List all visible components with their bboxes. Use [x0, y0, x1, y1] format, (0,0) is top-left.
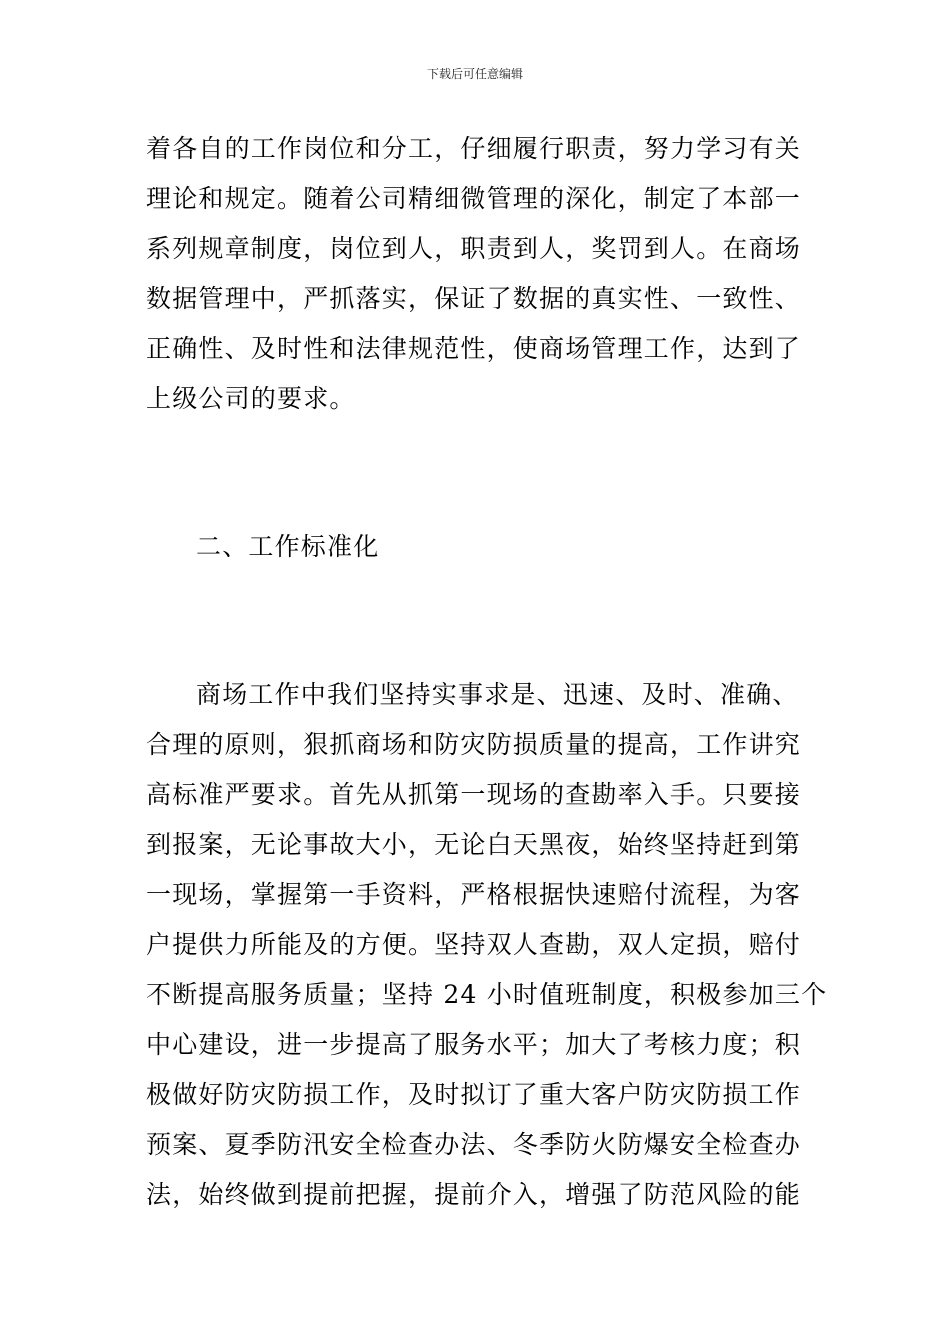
- paragraph-line: 上级公司的要求。: [146, 384, 356, 413]
- paragraph-line: 极做好防灾防损工作，及时拟订了重大客户防灾防损工作: [146, 1080, 802, 1109]
- paragraph-line: 商场工作中我们坚持实事求是、迅速、及时、准确、: [196, 680, 799, 709]
- paragraph-line: 到报案，无论事故大小，无论白天黑夜，始终坚持赶到第: [146, 830, 802, 859]
- paragraph-line: 户提供力所能及的方便。坚持双人查勘，双人定损，赔付: [146, 930, 802, 959]
- paragraph-line: 法，始终做到提前把握，提前介入，增强了防范风险的能: [146, 1180, 802, 1209]
- paragraph-line: 预案、夏季防汛安全检查办法、冬季防火防爆安全检查办: [146, 1130, 802, 1159]
- paragraph-line: 正确性、及时性和法律规范性，使商场管理工作，达到了: [146, 334, 802, 363]
- paragraph-line: 系列规章制度，岗位到人，职责到人，奖罚到人。在商场: [146, 234, 802, 263]
- paragraph-line: 高标准严要求。首先从抓第一现场的查勘率入手。只要接: [146, 780, 802, 809]
- paragraph-line: 着各自的工作岗位和分工，仔细履行职责，努力学习有关: [146, 134, 802, 163]
- paragraph-line: 不断提高服务质量；坚持 24 小时值班制度，积极参加三个: [146, 980, 828, 1009]
- paragraph-line: 中心建设，进一步提高了服务水平；加大了考核力度；积: [146, 1030, 802, 1059]
- paragraph-line: 合理的原则，狠抓商场和防灾防损质量的提高，工作讲究: [146, 730, 802, 759]
- paragraph-line: 理论和规定。随着公司精细微管理的深化，制定了本部一: [146, 184, 802, 213]
- section-heading: 二、工作标准化: [196, 532, 380, 561]
- body-paragraph-2: [146, 670, 828, 1220]
- paragraph-line: 数据管理中，严抓落实，保证了数据的真实性、一致性、: [146, 284, 802, 313]
- body-paragraph-1: [146, 124, 810, 424]
- page-header: 下载后可任意编辑: [426, 67, 523, 81]
- paragraph-line: 一现场，掌握第一手资料，严格根据快速赔付流程，为客: [146, 880, 802, 909]
